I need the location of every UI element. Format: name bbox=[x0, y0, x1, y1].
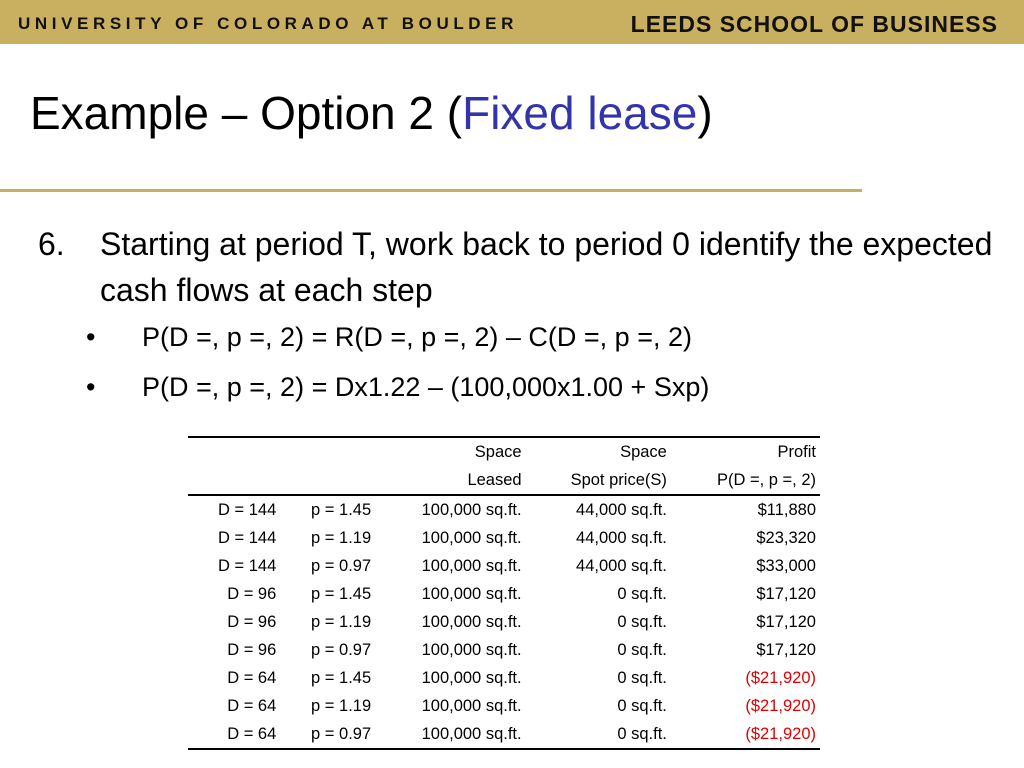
profit-cell: $23,320 bbox=[756, 528, 816, 547]
profit-cell: $11,880 bbox=[757, 500, 816, 519]
step-number: 6. bbox=[38, 226, 65, 262]
title-suffix: ) bbox=[697, 87, 713, 139]
bullet-text: P(D =, p =, 2) = R(D =, p =, 2) – C(D =, p =, 2) bbox=[142, 322, 692, 352]
header-cell: P(D =, p =, 2) bbox=[671, 466, 820, 495]
demand-cell: D = 64 bbox=[188, 720, 280, 749]
bullet-dot-icon: • bbox=[86, 372, 96, 402]
demand-cell: D = 144 bbox=[218, 556, 277, 575]
spot-cell: 0 sq.ft. bbox=[617, 668, 667, 687]
header-cell: Space bbox=[526, 437, 671, 466]
spot-cell: 44,000 sq.ft. bbox=[576, 528, 667, 547]
title-prefix: Example – Option 2 ( bbox=[30, 87, 463, 139]
page-title bbox=[30, 86, 713, 140]
header-cell bbox=[188, 466, 280, 495]
step-text: Starting at period T, work back to period 0 identify the expected cash flows at each step bbox=[100, 226, 993, 308]
header-cell bbox=[188, 437, 280, 466]
demand-cell: D = 144 bbox=[218, 500, 277, 519]
leased-cell: 100,000 sq.ft. bbox=[421, 640, 522, 659]
header-cell bbox=[280, 466, 375, 495]
leased-cell: 100,000 sq.ft. bbox=[421, 696, 522, 715]
title-divider bbox=[0, 189, 862, 192]
profit-cell: $17,120 bbox=[756, 640, 816, 659]
header-bar bbox=[0, 0, 1024, 44]
profit-cell: ($21,920) bbox=[671, 720, 820, 749]
bullet-text: P(D =, p =, 2) = Dx1.22 – (100,000x1.00 + Sxp) bbox=[142, 372, 710, 402]
spot-cell: 0 sq.ft. bbox=[526, 720, 671, 749]
demand-cell: D = 144 bbox=[218, 528, 277, 547]
demand-cell: D = 96 bbox=[227, 584, 277, 603]
header-cell bbox=[280, 437, 375, 466]
university-name: UNIVERSITY OF COLORADO AT BOULDER bbox=[18, 14, 518, 33]
price-cell: p = 1.45 bbox=[311, 500, 372, 519]
spot-cell: 0 sq.ft. bbox=[617, 612, 667, 631]
table-row bbox=[188, 636, 820, 664]
header-cell: Spot price(S) bbox=[526, 466, 671, 495]
table-row bbox=[188, 552, 820, 580]
table-header-row bbox=[188, 437, 820, 466]
header-cell: Space bbox=[375, 437, 525, 466]
price-cell: p = 1.19 bbox=[311, 696, 372, 715]
header-cell: Leased bbox=[375, 466, 525, 495]
table-row bbox=[188, 495, 820, 524]
price-cell: p = 0.97 bbox=[311, 556, 372, 575]
price-cell: p = 1.45 bbox=[311, 584, 372, 603]
spot-cell: 44,000 sq.ft. bbox=[576, 556, 667, 575]
table-row bbox=[188, 692, 820, 720]
leased-cell: 100,000 sq.ft. bbox=[421, 528, 522, 547]
table-row bbox=[188, 580, 820, 608]
profit-table bbox=[188, 436, 820, 750]
profit-cell: $33,000 bbox=[756, 556, 816, 575]
table-row bbox=[188, 524, 820, 552]
leased-cell: 100,000 sq.ft. bbox=[421, 556, 522, 575]
spot-cell: 0 sq.ft. bbox=[617, 640, 667, 659]
bullet-dot-icon: • bbox=[86, 322, 96, 352]
header-cell: Profit bbox=[671, 437, 820, 466]
price-cell: p = 1.19 bbox=[311, 612, 372, 631]
spot-cell: 0 sq.ft. bbox=[617, 584, 667, 603]
demand-cell: D = 96 bbox=[227, 640, 277, 659]
leased-cell: 100,000 sq.ft. bbox=[375, 720, 525, 749]
leased-cell: 100,000 sq.ft. bbox=[421, 612, 522, 631]
school-name: LEEDS SCHOOL OF BUSINESS bbox=[630, 11, 998, 37]
spot-cell: 44,000 sq.ft. bbox=[576, 500, 667, 519]
price-cell: p = 0.97 bbox=[280, 720, 375, 749]
demand-cell: D = 96 bbox=[227, 612, 277, 631]
profit-cell: $17,120 bbox=[756, 584, 816, 603]
table-row bbox=[188, 608, 820, 636]
demand-cell: D = 64 bbox=[227, 696, 277, 715]
leased-cell: 100,000 sq.ft. bbox=[421, 584, 522, 603]
table-header-row bbox=[188, 466, 820, 495]
leased-cell: 100,000 sq.ft. bbox=[421, 500, 522, 519]
profit-cell: ($21,920) bbox=[745, 696, 816, 715]
price-cell: p = 1.19 bbox=[311, 528, 372, 547]
price-cell: p = 0.97 bbox=[311, 640, 372, 659]
table-row bbox=[188, 720, 820, 749]
profit-cell: $17,120 bbox=[756, 612, 816, 631]
table-row bbox=[188, 664, 820, 692]
leased-cell: 100,000 sq.ft. bbox=[421, 668, 522, 687]
price-cell: p = 1.45 bbox=[311, 668, 372, 687]
spot-cell: 0 sq.ft. bbox=[617, 696, 667, 715]
title-highlight: Fixed lease bbox=[462, 87, 698, 139]
demand-cell: D = 64 bbox=[227, 668, 277, 687]
profit-cell: ($21,920) bbox=[745, 668, 816, 687]
